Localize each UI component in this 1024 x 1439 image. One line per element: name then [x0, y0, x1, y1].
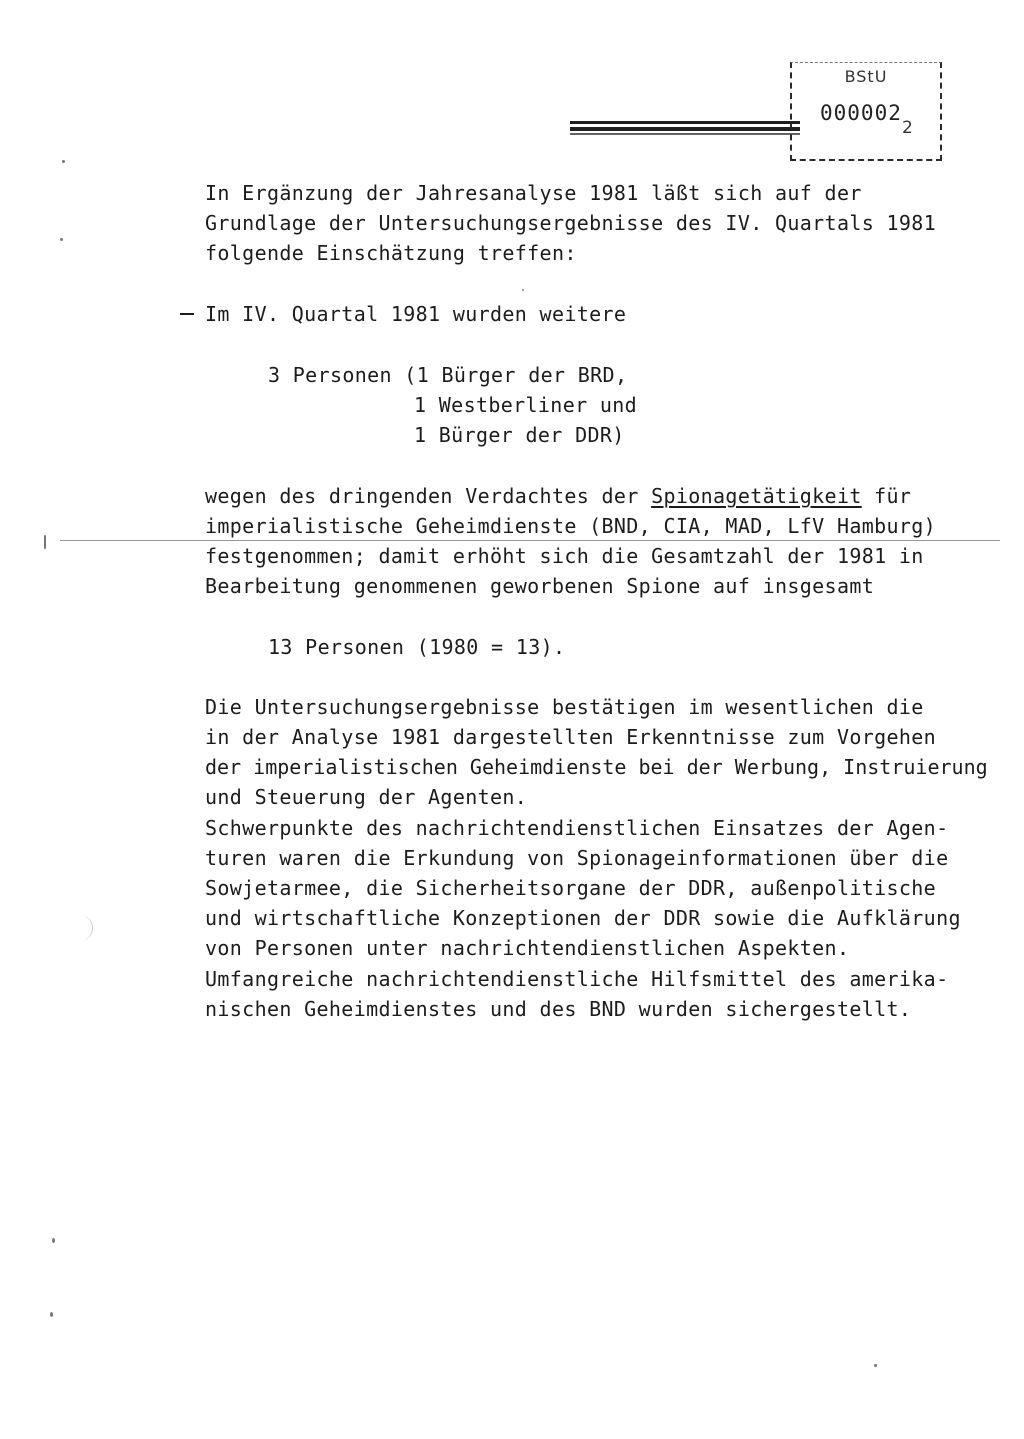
scan-speck [62, 160, 65, 163]
paragraph1-line-3: folgende Einschätzung treffen: [205, 241, 577, 265]
paragraph3-line-1: Die Untersuchungsergebnisse bestätigen im wesentlichen die [205, 695, 924, 719]
total-line: 13 Personen (1980 = 13). [268, 635, 566, 659]
persons-line-3: 1 Bürger der DDR) [414, 423, 625, 447]
paragraph1-line-1: In Ergänzung der Jahresanalyse 1981 läßt sich auf der [205, 181, 862, 205]
paragraph3-line-8: und wirtschaftliche Konzeptionen der DDR sowie die Aufklärung [205, 906, 961, 930]
page-number: 2 [902, 118, 913, 138]
scan-speck [522, 289, 524, 291]
paragraph1-line-2: Grundlage der Untersuchungsergebnisse des IV. Quartals 1981 [205, 211, 937, 235]
stamp-label: BStU [844, 67, 888, 86]
paragraph3-line-9: von Personen unter nachrichtendienstlichen Aspekten. [205, 936, 850, 960]
archive-stamp [790, 62, 942, 161]
paragraph2-line-3: festgenommen; damit erhöht sich die Gesamtzahl der 1981 in [205, 544, 924, 568]
struck-reference [570, 112, 800, 138]
paragraph3-line-4: und Steuerung der Agenten. [205, 785, 528, 809]
paragraph3-line-11: nischen Geheimdienstes und des BND wurden sichergestellt. [205, 997, 912, 1021]
persons-line-1: 3 Personen (1 Bürger der BRD, [268, 363, 628, 387]
paragraph3-line-10: Umfangreiche nachrichtendienstliche Hilfsmittel des amerika- [205, 967, 949, 991]
paragraph2-line-1-post: für [861, 484, 912, 508]
spionage-underlined: Spionagetätigkeit [651, 484, 862, 508]
scan-speck [44, 535, 46, 549]
punch-hole-mark [48, 915, 93, 941]
scan-speck [50, 1312, 53, 1317]
scan-speck [60, 238, 63, 241]
paragraph3-line-5: Schwerpunkte des nachrichtendienstlichen Einsatzes der Agen- [205, 816, 949, 840]
stamp-number: 000002 [820, 101, 902, 125]
paragraph2-line-1 [205, 481, 911, 511]
paragraph2-line-1-pre: wegen des dringenden Verdachtes der [205, 484, 652, 508]
bullet-line: Im IV. Quartal 1981 wurden weitere [205, 302, 627, 326]
paragraph2-line-4: Bearbeitung genommenen geworbenen Spione auf insgesamt [205, 574, 875, 598]
scan-speck [874, 1364, 877, 1367]
paragraph3-line-7: Sowjetarmee, die Sicherheitsorgane der DDR, außenpolitische [205, 876, 937, 900]
scan-speck [52, 1238, 55, 1243]
paragraph3-line-3: der imperialistischen Geheimdienste bei der Werbung, Instruierung [205, 755, 988, 779]
persons-line-2: 1 Westberliner und [414, 393, 638, 417]
paragraph3-line-6: turen waren die Erkundung von Spionageinformationen über die [205, 846, 949, 870]
paragraph2-line-2: imperialistische Geheimdienste (BND, CIA, MAD, LfV Hamburg) [205, 514, 937, 538]
bullet-dash [180, 313, 194, 315]
paragraph3-line-2: in der Analyse 1981 dargestellten Erkenntnisse zum Vorgehen [205, 725, 937, 749]
